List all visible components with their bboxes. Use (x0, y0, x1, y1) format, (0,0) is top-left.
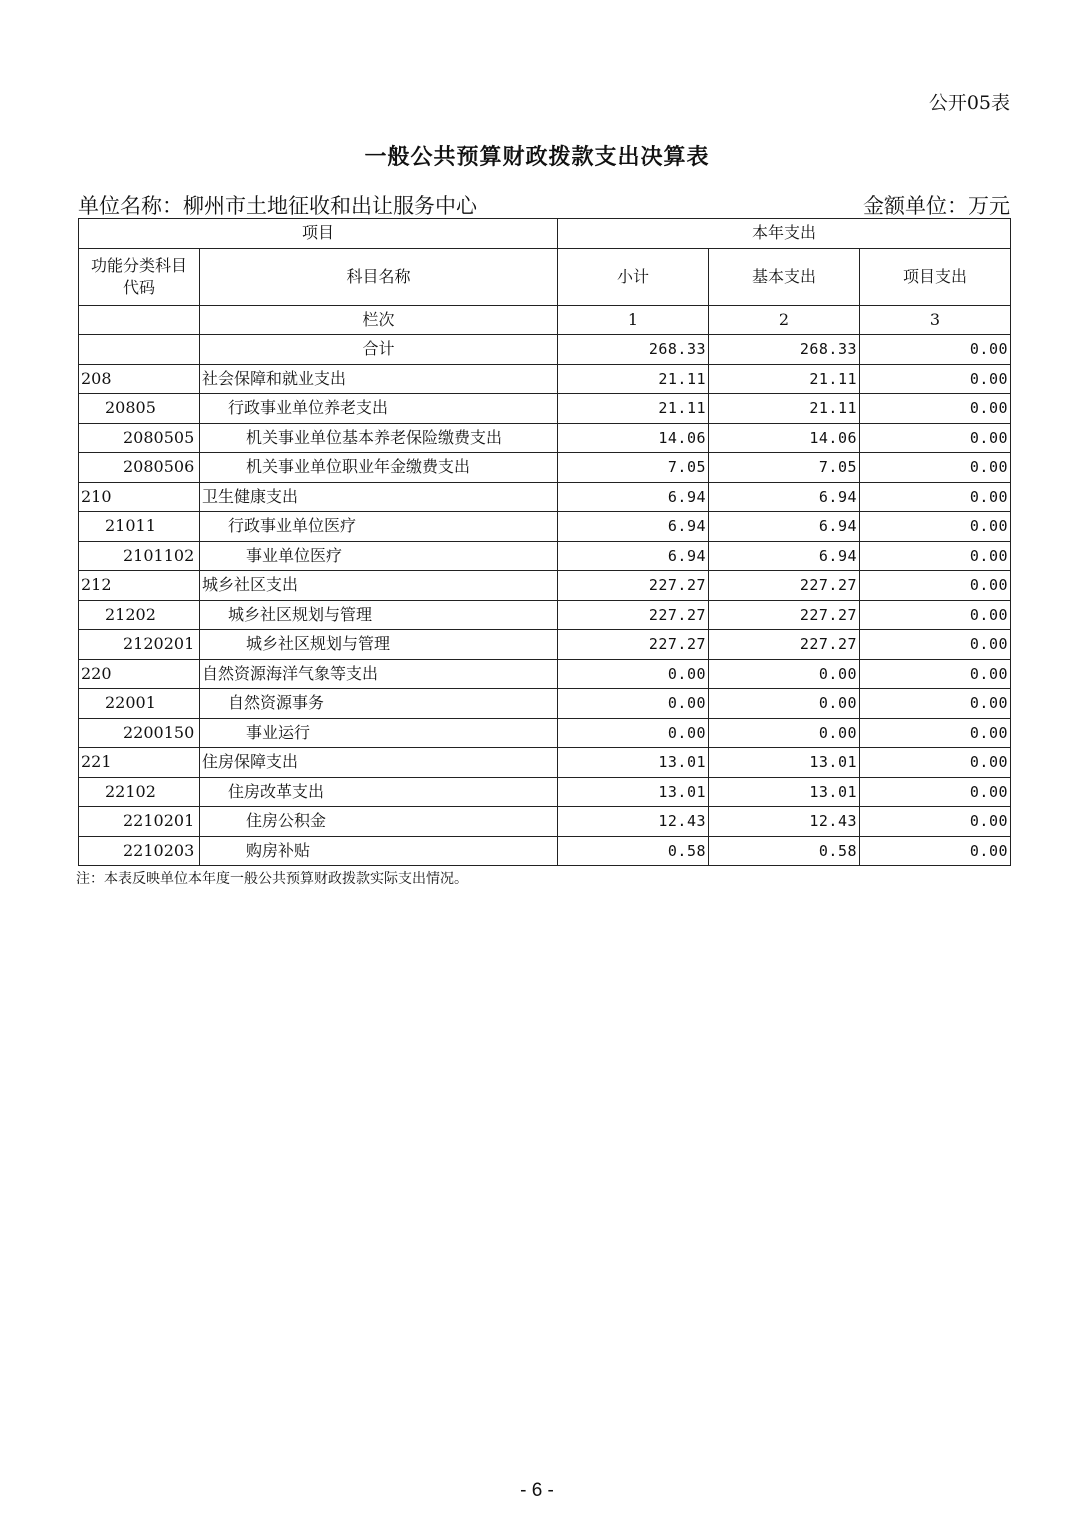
row-subtotal: 21.11 (558, 394, 709, 424)
row-code: 2101102 (79, 541, 200, 571)
row-code: 20805 (79, 394, 200, 424)
row-name: 住房保障支出 (200, 748, 558, 778)
row-project: 0.00 (860, 659, 1011, 689)
table-row (79, 453, 1011, 483)
row-code: 2080505 (79, 423, 200, 453)
row-basic: 14.06 (709, 423, 860, 453)
header-basic: 基本支出 (709, 248, 860, 305)
table-row (79, 482, 1011, 512)
table-row (79, 541, 1011, 571)
total-subtotal: 268.33 (558, 335, 709, 365)
header-row-1 (79, 219, 1011, 249)
row-name: 事业单位医疗 (200, 541, 558, 571)
expense-table (78, 218, 1011, 866)
header-func-code: 功能分类科目代码 (79, 248, 200, 305)
row-basic: 0.58 (709, 836, 860, 866)
money-unit: 金额单位：万元 (863, 194, 1010, 218)
row-code: 2210203 (79, 836, 200, 866)
row-project: 0.00 (860, 394, 1011, 424)
row-project: 0.00 (860, 600, 1011, 630)
row-code: 2080506 (79, 453, 200, 483)
row-project: 0.00 (860, 630, 1011, 660)
row-subtotal: 0.00 (558, 718, 709, 748)
row-basic: 13.01 (709, 748, 860, 778)
form-code: 公开05表 (928, 92, 1010, 114)
row-basic: 0.00 (709, 659, 860, 689)
row-project: 0.00 (860, 807, 1011, 837)
empty-cell (79, 305, 200, 335)
row-name: 机关事业单位职业年金缴费支出 (200, 453, 558, 483)
row-subtotal: 13.01 (558, 777, 709, 807)
table-row (79, 394, 1011, 424)
table-row (79, 807, 1011, 837)
table-row (79, 689, 1011, 719)
table-row (79, 748, 1011, 778)
total-label: 合计 (200, 335, 558, 365)
row-project: 0.00 (860, 482, 1011, 512)
row-name: 卫生健康支出 (200, 482, 558, 512)
row-project: 0.00 (860, 541, 1011, 571)
row-code: 208 (79, 364, 200, 394)
col-index-2: 2 (709, 305, 860, 335)
row-code: 2200150 (79, 718, 200, 748)
header-row-2 (79, 248, 1011, 305)
table-row (79, 659, 1011, 689)
row-subtotal: 12.43 (558, 807, 709, 837)
table-row (79, 600, 1011, 630)
row-name: 城乡社区支出 (200, 571, 558, 601)
row-subtotal: 6.94 (558, 541, 709, 571)
row-subtotal: 0.58 (558, 836, 709, 866)
row-name: 住房公积金 (200, 807, 558, 837)
row-subtotal: 227.27 (558, 600, 709, 630)
table-row (79, 423, 1011, 453)
row-code: 220 (79, 659, 200, 689)
total-row (79, 335, 1011, 365)
row-name: 自然资源海洋气象等支出 (200, 659, 558, 689)
table-row (79, 718, 1011, 748)
row-project: 0.00 (860, 836, 1011, 866)
page-number: - 6 - (520, 1480, 554, 1501)
row-basic: 227.27 (709, 571, 860, 601)
col-index-1: 1 (558, 305, 709, 335)
row-subtotal: 6.94 (558, 512, 709, 542)
row-basic: 227.27 (709, 630, 860, 660)
row-subtotal: 227.27 (558, 571, 709, 601)
table-row (79, 836, 1011, 866)
row-subtotal: 21.11 (558, 364, 709, 394)
row-name: 住房改革支出 (200, 777, 558, 807)
org-name: 单位名称：柳州市土地征收和出让服务中心 (78, 194, 477, 218)
row-name: 城乡社区规划与管理 (200, 600, 558, 630)
row-code: 210 (79, 482, 200, 512)
total-project: 0.00 (860, 335, 1011, 365)
row-subtotal: 6.94 (558, 482, 709, 512)
table-note: 注：本表反映单位本年度一般公共预算财政拨款实际支出情况。 (76, 871, 468, 887)
row-project: 0.00 (860, 364, 1011, 394)
table-row (79, 630, 1011, 660)
row-code: 22102 (79, 777, 200, 807)
row-project: 0.00 (860, 512, 1011, 542)
table-row (79, 571, 1011, 601)
col-index-3: 3 (860, 305, 1011, 335)
row-subtotal: 7.05 (558, 453, 709, 483)
row-basic: 0.00 (709, 718, 860, 748)
row-code: 21202 (79, 600, 200, 630)
row-project: 0.00 (860, 423, 1011, 453)
row-basic: 12.43 (709, 807, 860, 837)
table-row (79, 512, 1011, 542)
row-subtotal: 227.27 (558, 630, 709, 660)
row-project: 0.00 (860, 718, 1011, 748)
header-subtotal: 小计 (558, 248, 709, 305)
row-name: 行政事业单位养老支出 (200, 394, 558, 424)
row-basic: 7.05 (709, 453, 860, 483)
row-code: 2210201 (79, 807, 200, 837)
row-project: 0.00 (860, 571, 1011, 601)
column-order-row (79, 305, 1011, 335)
row-name: 社会保障和就业支出 (200, 364, 558, 394)
row-subtotal: 13.01 (558, 748, 709, 778)
row-project: 0.00 (860, 748, 1011, 778)
row-basic: 6.94 (709, 482, 860, 512)
header-subject-name: 科目名称 (200, 248, 558, 305)
empty-cell (79, 335, 200, 365)
table-row (79, 364, 1011, 394)
header-project: 项目 (79, 219, 558, 249)
row-project: 0.00 (860, 453, 1011, 483)
row-project: 0.00 (860, 777, 1011, 807)
row-name: 购房补贴 (200, 836, 558, 866)
row-basic: 6.94 (709, 541, 860, 571)
header-year-expense: 本年支出 (558, 219, 1011, 249)
row-subtotal: 0.00 (558, 689, 709, 719)
table-row (79, 777, 1011, 807)
row-basic: 21.11 (709, 394, 860, 424)
row-code: 221 (79, 748, 200, 778)
row-code: 212 (79, 571, 200, 601)
column-order-label: 栏次 (200, 305, 558, 335)
row-project: 0.00 (860, 689, 1011, 719)
total-basic: 268.33 (709, 335, 860, 365)
row-name: 机关事业单位基本养老保险缴费支出 (200, 423, 558, 453)
row-code: 22001 (79, 689, 200, 719)
row-subtotal: 14.06 (558, 423, 709, 453)
row-name: 自然资源事务 (200, 689, 558, 719)
row-name: 事业运行 (200, 718, 558, 748)
row-code: 2120201 (79, 630, 200, 660)
row-name: 行政事业单位医疗 (200, 512, 558, 542)
row-name: 城乡社区规划与管理 (200, 630, 558, 660)
document-title: 一般公共预算财政拨款支出决算表 (364, 144, 710, 170)
row-basic: 21.11 (709, 364, 860, 394)
row-basic: 13.01 (709, 777, 860, 807)
header-project-exp: 项目支出 (860, 248, 1011, 305)
row-subtotal: 0.00 (558, 659, 709, 689)
row-basic: 0.00 (709, 689, 860, 719)
row-code: 21011 (79, 512, 200, 542)
row-basic: 6.94 (709, 512, 860, 542)
row-basic: 227.27 (709, 600, 860, 630)
